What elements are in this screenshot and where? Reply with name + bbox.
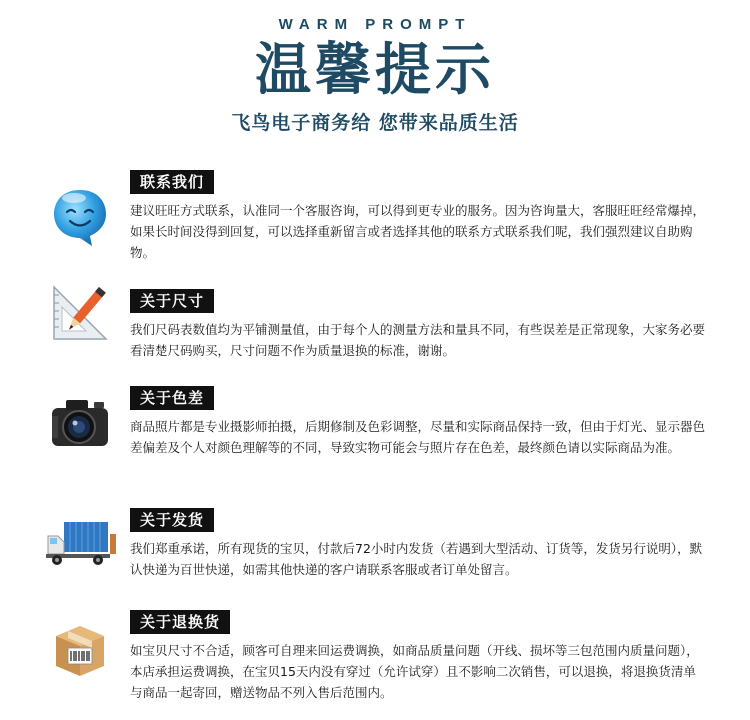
section-heading: 关于尺寸 [130,289,214,313]
package-box-icon [48,616,112,680]
section-heading: 关于发货 [130,508,214,532]
page-subtitle: 飞鸟电子商务给 您带来品质生活 [231,112,519,134]
chat-smiley-icon [48,184,112,248]
section-body: 建议旺旺方式联系，认准同一个客服咨询，可以得到更专业的服务。因为咨询量大，客服旺旺经常爆掉，如果长时间没得到回复，可以选择重新留言或者选择其他的联系方式联系我们呢，我们强烈建议自助购物。 [130,203,706,260]
ruler-pencil-icon [48,281,112,345]
section-body: 如宝贝尺寸不合适，顾客可自理来回运费调换，如商品质量问题（开线、损坏等三包范围内质量问题），本店承担运费调换，在宝贝15天内没有穿过（允许试穿）且不影响二次销售，可以退换，将退换货清单与商品一起寄回，赠送物品不列入售后范围内。 [130,643,699,700]
camera-icon [48,390,112,454]
section-body: 商品照片都是专业摄影师拍摄，后期修制及色彩调整，尽量和实际商品保持一致，但由于灯光、显示器色差偏差及个人对颜色理解等的不同，导致实物可能会与照片存在色差，最终颜色请以实际商品为准。 [130,419,706,455]
delivery-truck-icon [44,510,118,574]
section-heading: 关于色差 [130,386,214,410]
section-body: 我们郑重承诺，所有现货的宝贝，付款后72小时内发货（若遇到大型活动、订货等，发货另行说明），默认快递为百世快递，如需其他快递的客户请联系客服或者订单处留言。 [130,541,703,577]
section-heading: 联系我们 [130,170,214,194]
page-title: 温馨提示 [255,38,495,103]
section-heading: 关于退换货 [130,610,230,634]
eyebrow-text: WARM PROMPT [278,16,472,33]
section-body: 我们尺码表数值均为平铺测量值，由于每个人的测量方法和量具不同，有些误差是正常现象，大家务必要看清楚尺码购买，尺寸问题不作为质量退换的标准，谢谢。 [130,322,706,358]
